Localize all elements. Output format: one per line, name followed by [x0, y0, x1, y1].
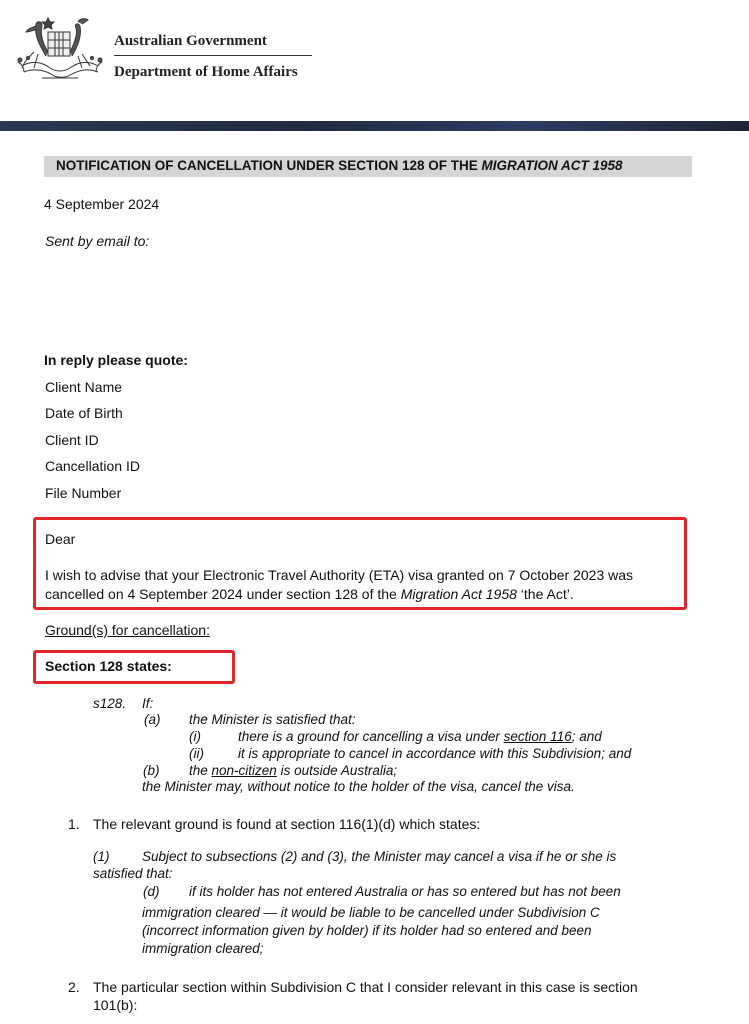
field-date-of-birth: Date of Birth: [45, 405, 123, 421]
letter-date: 4 September 2024: [44, 196, 160, 212]
body-line2-end: ‘the Act’.: [516, 586, 574, 602]
s128-if: If:: [142, 696, 154, 711]
coat-of-arms-icon: [12, 12, 108, 84]
point2-line2: 101(b):: [93, 997, 138, 1013]
s128-b-label: (b): [143, 763, 160, 778]
s128-i-text: [238, 729, 602, 744]
department-name: Department of Home Affairs: [114, 64, 298, 80]
reply-heading: In reply please quote:: [44, 352, 188, 368]
field-file-number: File Number: [45, 485, 122, 501]
government-name: Australian Government: [114, 33, 267, 49]
s128-i-end: ; and: [571, 729, 602, 744]
section-128-heading: Section 128 states:: [45, 658, 172, 674]
q1-line2: satisfied that:: [93, 866, 173, 881]
s128-b-start: the: [189, 763, 212, 778]
header-band: [0, 121, 749, 131]
field-client-name: Client Name: [45, 379, 123, 395]
q1-line1: Subject to subsections (2) and (3), the Minister may cancel a visa if he or she is: [142, 849, 617, 864]
field-cancellation-id: Cancellation ID: [45, 458, 140, 474]
body-line2-start: cancelled on 4 September 2024 under section 128 of the: [45, 586, 401, 602]
field-client-id: Client ID: [45, 432, 99, 448]
q1-label: (1): [93, 849, 110, 864]
title-act: MIGRATION ACT 1958: [481, 158, 623, 173]
point1-number: 1.: [68, 816, 80, 832]
qd-label: (d): [143, 884, 160, 899]
s128-i-label: (i): [189, 729, 201, 744]
point2-number: 2.: [68, 979, 80, 995]
qd-line1: if its holder has not entered Australia or has so entered but has not been: [189, 884, 621, 899]
qd-line2: immigration cleared — it would be liable to be cancelled under Subdivision C: [142, 905, 600, 920]
qd-line4: immigration cleared;: [142, 941, 264, 956]
qd-line3: (incorrect information given by holder) if its holder had so entered and been: [142, 923, 592, 938]
letter-body-line1: I wish to advise that your Electronic Travel Authority (ETA) visa granted on 7 October 2023 was: [45, 567, 634, 583]
salutation: Dear: [45, 531, 76, 547]
s128-closing: the Minister may, without notice to the holder of the visa, cancel the visa.: [142, 779, 575, 794]
letter-body-line2: [45, 586, 574, 602]
s128-a-label: (a): [144, 712, 161, 727]
grounds-heading: Ground(s) for cancellation:: [45, 622, 210, 638]
s128-ii-label: (ii): [189, 746, 204, 761]
title-prefix: NOTIFICATION OF CANCELLATION UNDER SECTION 128 OF THE: [56, 158, 482, 173]
point2-line1: The particular section within Subdivision C that I consider relevant in this case is section: [93, 979, 638, 995]
s128-b-end: is outside Australia;: [276, 763, 398, 778]
s128-i-start: there is a ground for cancelling a visa under: [238, 729, 504, 744]
s128-ref: s128.: [93, 696, 127, 711]
body-line2-act: Migration Act 1958: [400, 586, 517, 602]
section-116-link[interactable]: section 116: [503, 729, 572, 744]
sent-by-label: Sent by email to:: [45, 233, 150, 249]
s128-b-text: [189, 763, 397, 778]
header-divider: [114, 55, 312, 56]
document-title: [44, 156, 692, 177]
s128-ii-text: it is appropriate to cancel in accordance with this Subdivision; and: [238, 746, 632, 761]
s128-a-text: the Minister is satisfied that:: [189, 712, 356, 727]
point1-text: The relevant ground is found at section 116(1)(d) which states:: [93, 816, 481, 832]
non-citizen-link[interactable]: non-citizen: [211, 763, 277, 778]
